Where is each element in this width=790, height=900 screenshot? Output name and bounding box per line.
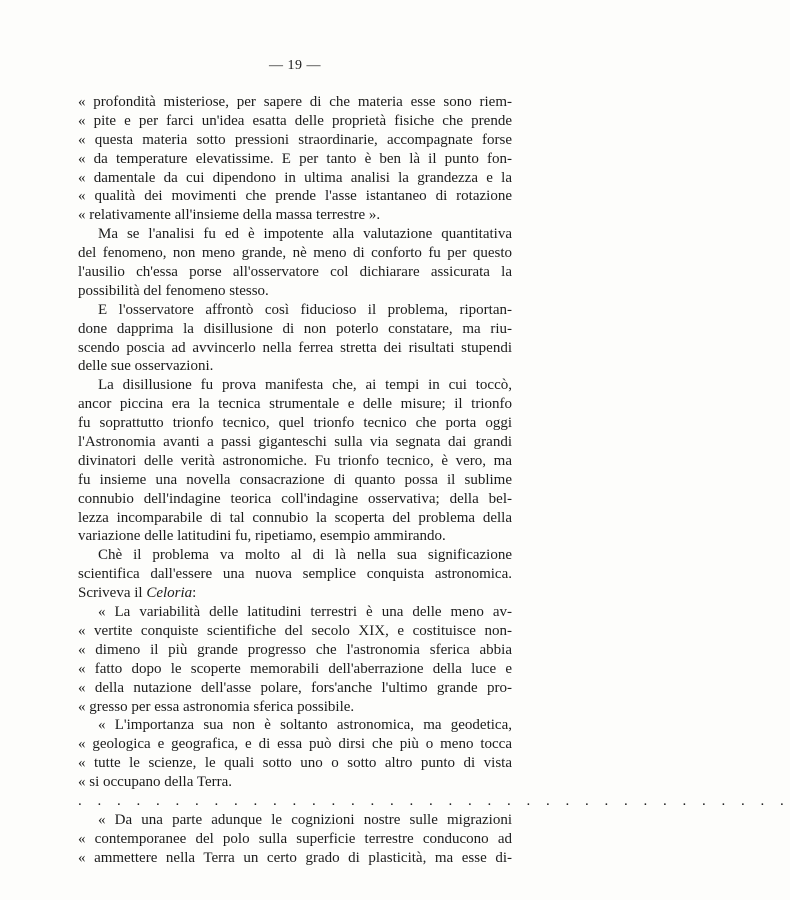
text-line: « vertite conquiste scientifiche del secolo XIX, e costituisce non- <box>78 622 512 639</box>
text-line: Chè il problema va molto al di là nella sua significazione <box>98 547 512 564</box>
text-line: fu soprattutto trionfo tecnico, quel trionfo tecnico che porta oggi <box>78 415 512 432</box>
text-line: del fenomeno, non meno grande, nè meno di conforto fu per questo <box>78 245 512 262</box>
text-line: connubio dell'indagine teorica coll'indagine osservativa; della bel- <box>78 490 512 507</box>
text-line: « La variabilità delle latitudini terrestri è una delle meno av- <box>98 604 512 621</box>
text-line: l'Astronomia avanti a passi giganteschi sulla via segnata dai grandi <box>78 434 512 451</box>
author-name-celoria: Celoria <box>146 585 193 602</box>
text-line: « damentale da cui dipendono in ultima analisi la grandezza e la <box>78 169 512 186</box>
paragraph <box>78 546 512 603</box>
paragraph <box>78 376 512 546</box>
text-line: « ammettere nella Terra un certo grado di plasticità, ma esse di- <box>78 849 512 866</box>
text-line-celoria: Scriveva il Celoria: <box>78 585 197 602</box>
text-line: « contemporanee del polo sulla superficie terrestre conducono ad <box>78 830 512 847</box>
text-line: « questa materia sotto pressioni straordinarie, accompagnate forse <box>78 131 512 148</box>
text-line: La disillusione fu prova manifesta che, ai tempi in cui toccò, <box>98 377 512 394</box>
text-line: E l'osservatore affrontò così fiducioso il problema, riportan- <box>98 301 512 318</box>
text-line: divinatori delle verità astronomiche. Fu trionfo tecnico, è vero, ma <box>78 452 512 469</box>
page-number: — 19 — <box>269 58 321 73</box>
paragraph <box>78 301 512 377</box>
text-line: ancor piccina era la tecnica strumentale e delle misure; il trionfo <box>78 396 512 413</box>
text-line: « pite e per farci un'idea esatta delle proprietà fisiche che prende <box>78 112 512 129</box>
text-line: « qualità dei movimenti che prende l'asse istantaneo di rotazione <box>78 188 512 205</box>
text-line: fu insieme una novella consacrazione di quanto possa il sublime <box>78 471 512 488</box>
paragraph-quote-continuation <box>78 93 512 225</box>
paragraph-quote <box>78 716 512 792</box>
text-line: lezza incomparabile di tal connubio la scoperta del problema della <box>78 509 512 526</box>
book-page <box>78 58 790 868</box>
text-line: possibilità del fenomeno stesso. <box>78 282 269 299</box>
text-line: « fatto dopo le scoperte memorabili dell'aberrazione della luce e <box>78 660 512 677</box>
text-line: « L'importanza sua non è soltanto astronomica, ma geodetica, <box>98 717 512 734</box>
text-line: « gresso per essa astronomia sferica possibile. <box>78 698 355 715</box>
text-line: done dapprima la disillusione di non poterlo constatare, ma riu- <box>78 320 512 337</box>
text-line: « Da una parte adunque le cognizioni nostre sulle migrazioni <box>98 811 512 828</box>
text-line: « da temperature elevatissime. E per tanto è ben là il punto fon- <box>78 150 512 167</box>
paragraph <box>78 225 512 301</box>
text-line: l'ausilio ch'essa porse all'osservatore col dichiarare assicurata la <box>78 264 512 281</box>
text-line: variazione delle latitudini fu, ripetiamo, esempio ammirando. <box>78 528 446 545</box>
text-line: « tutte le scienze, le quali sotto uno o sotto altro punto di vista <box>78 755 512 772</box>
text-line: « relativamente all'insieme della massa terrestre ». <box>78 207 381 224</box>
text-line: delle sue osservazioni. <box>78 358 214 375</box>
text-line: « profondità misteriose, per sapere di che materia esse sono riem- <box>78 94 512 110</box>
text-line: « dimeno il più grande progresso che l'astronomia sferica abbia <box>78 641 512 658</box>
ellipsis-separator: . . . . . . . . . . . . . . . . . . . . . . . . . . . . . . . . . . . . . <box>78 792 790 809</box>
text-line: scientifica dall'essere una nuova semplice conquista astronomica. <box>78 566 512 583</box>
text-line: « della nutazione dell'asse polare, fors'anche l'ultimo grande pro- <box>78 679 512 696</box>
text-line: « si occupano della Terra. <box>78 774 233 791</box>
text-line: scendo poscia ad avvincerlo nella ferrea stretta dei risultati stupendi <box>78 339 512 356</box>
paragraph-quote <box>78 603 512 716</box>
text-line: Ma se l'analisi fu ed è impotente alla valutazione quantitativa <box>98 226 512 243</box>
text-line: « geologica e geografica, e di essa può dirsi che più o meno tocca <box>78 736 512 753</box>
paragraph-quote <box>78 811 512 868</box>
